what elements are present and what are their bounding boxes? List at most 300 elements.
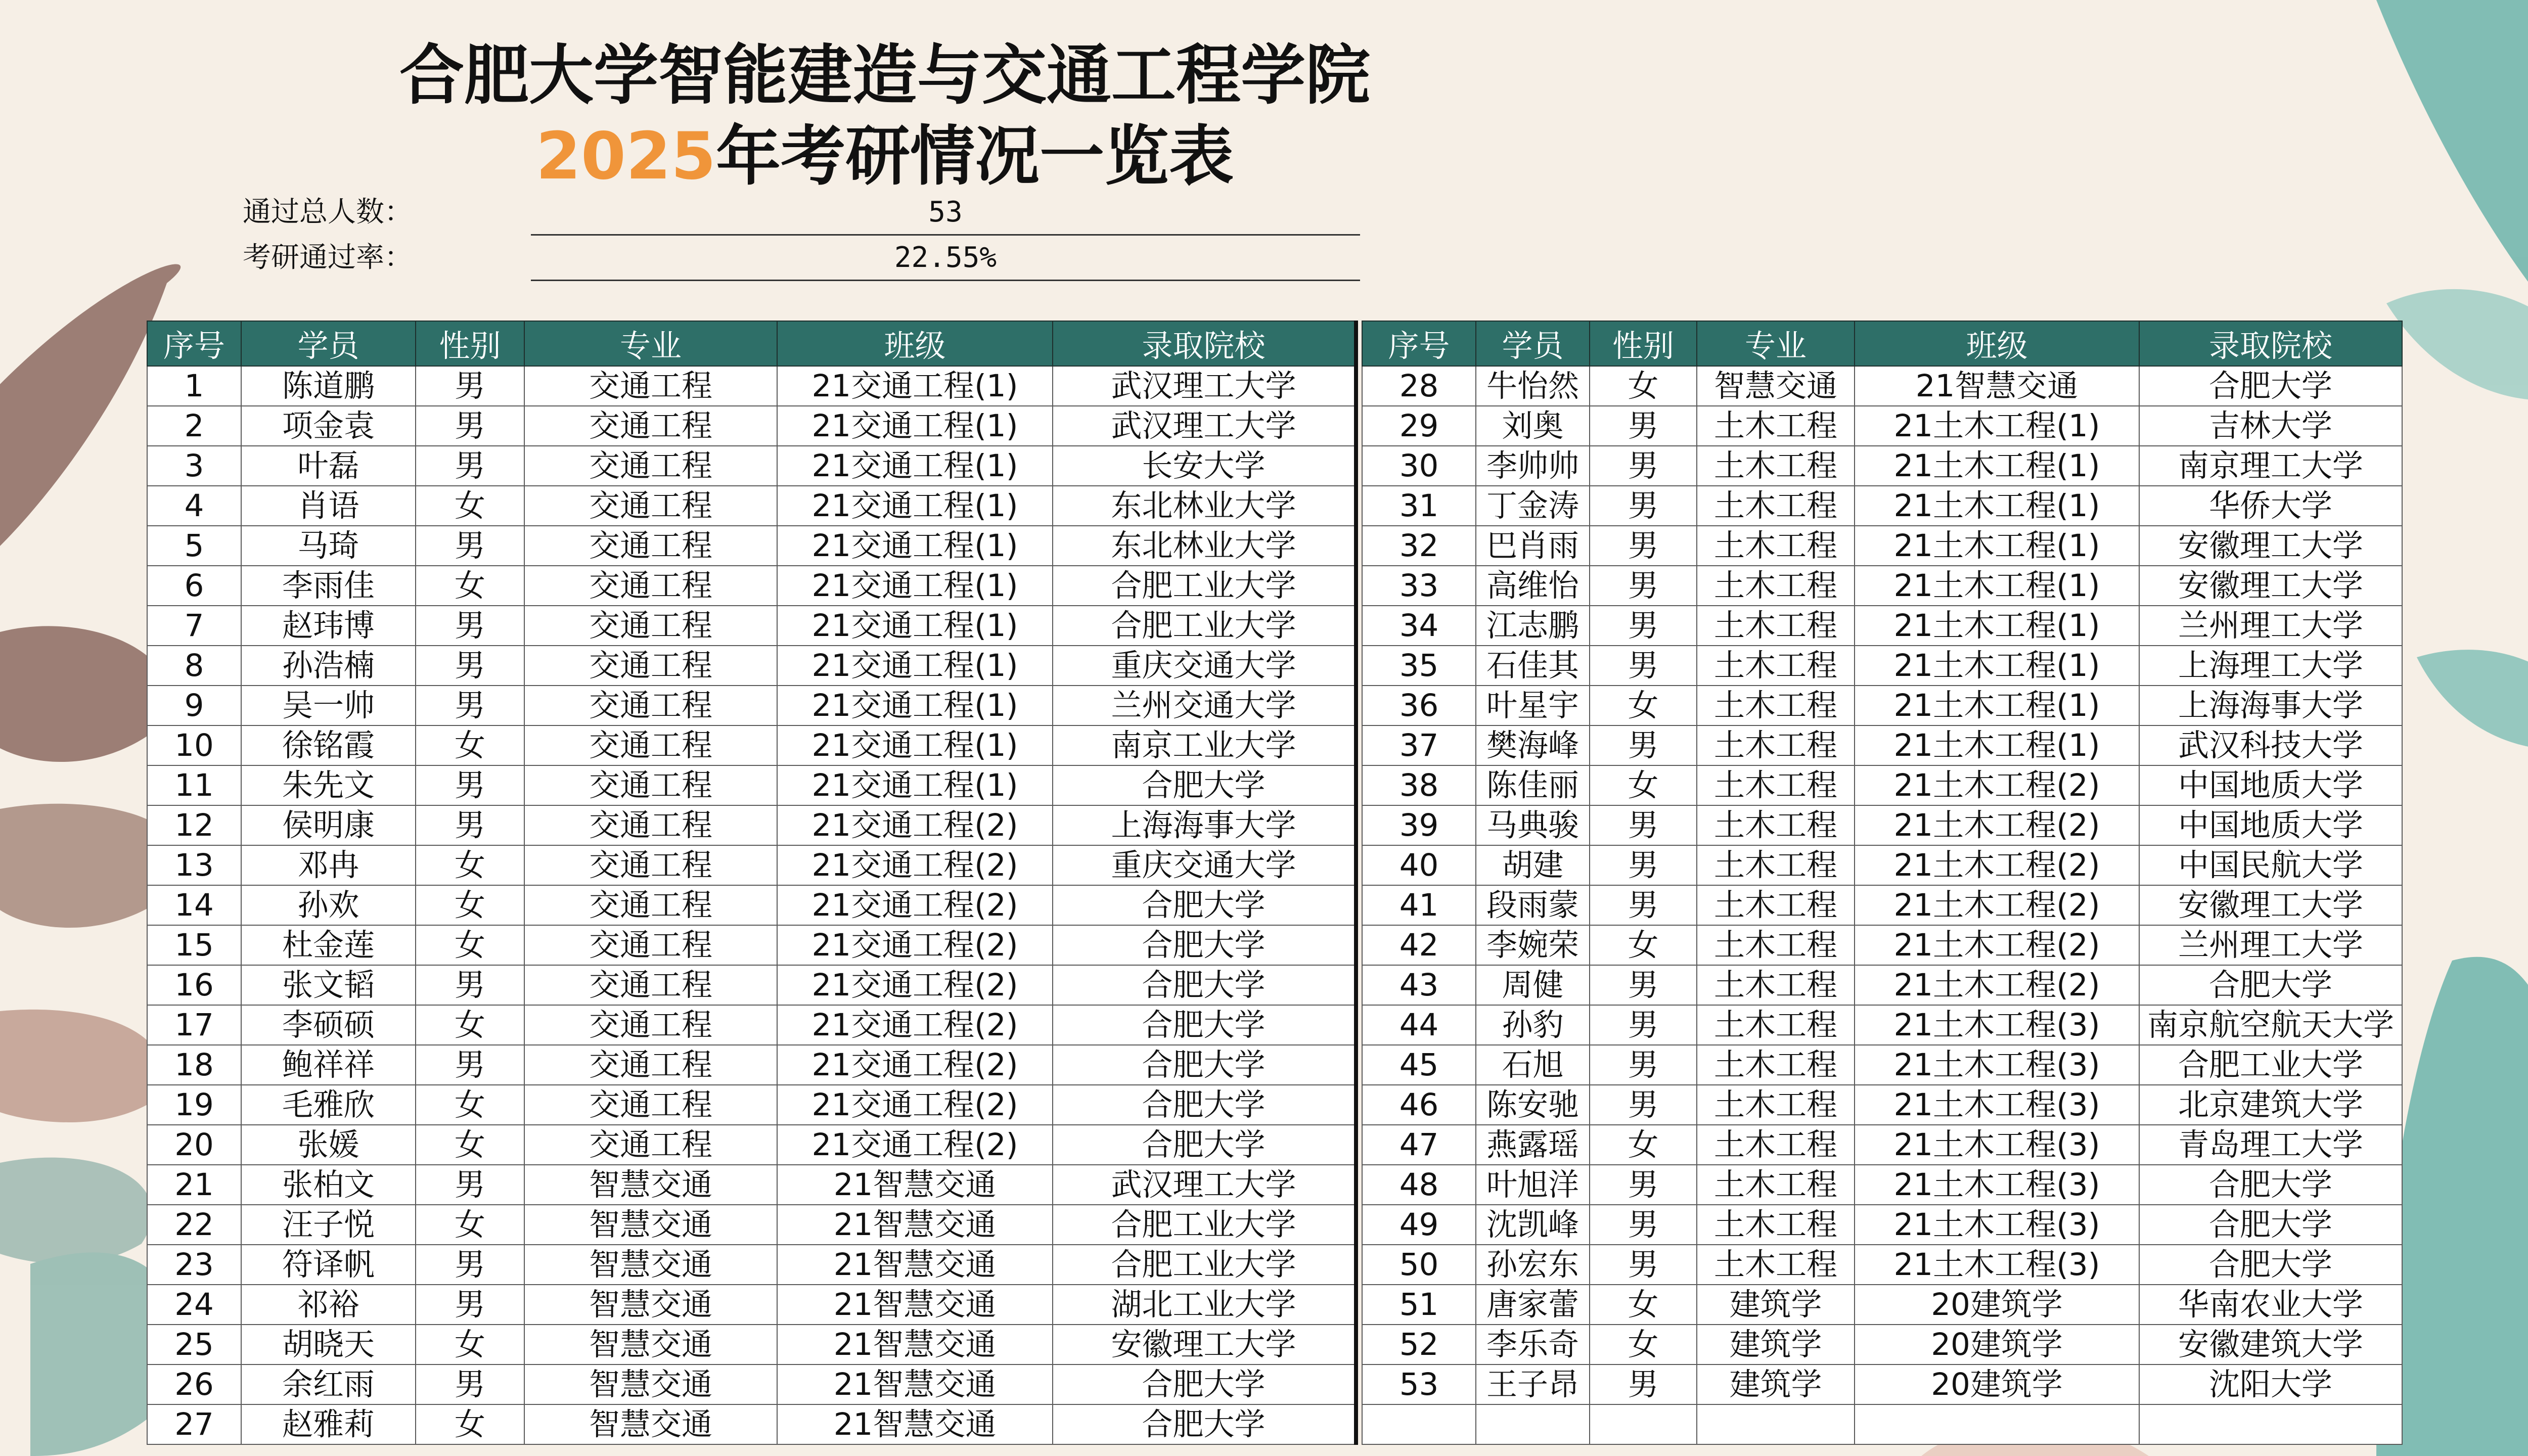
table-header-row [1362,321,2402,366]
cell-index: 44 [1362,1005,1476,1045]
cell-major: 土木工程 [1697,566,1855,606]
cell-gender: 男 [1590,1205,1697,1245]
cell-school: 青岛理工大学 [2139,1125,2402,1165]
cell-school: 合肥大学 [1053,965,1356,1005]
table-row [147,366,1356,406]
cell-index: 29 [1362,406,1476,446]
cell-class: 21交通工程(1) [777,406,1053,446]
table-row [1362,925,2402,965]
cell-major: 智慧交通 [524,1325,777,1364]
cell-student: 张媛 [241,1125,416,1165]
cell-major: 土木工程 [1697,1165,1855,1205]
table-row [1362,1325,2402,1364]
table-row [1362,686,2402,725]
column-header-major: 专业 [524,321,777,366]
cell-gender: 女 [1590,1285,1697,1325]
cell-school: 沈阳大学 [2139,1364,2402,1404]
cell-index: 10 [147,725,241,765]
cell-school: 中国民航大学 [2139,845,2402,885]
cell-school: 合肥大学 [1053,885,1356,925]
cell-major: 土木工程 [1697,1045,1855,1085]
table-row [1362,606,2402,646]
cell-major: 交通工程 [524,885,777,925]
cell-school: 兰州理工大学 [2139,925,2402,965]
cell-major: 土木工程 [1697,686,1855,725]
cell-class: 20建筑学 [1855,1364,2139,1404]
cell-index: 17 [147,1005,241,1045]
cell-class: 21土木工程(3) [1855,1165,2139,1205]
cell-class: 21土木工程(1) [1855,606,2139,646]
cell-major: 土木工程 [1697,965,1855,1005]
cell-major: 交通工程 [524,1005,777,1045]
cell-index: 39 [1362,805,1476,845]
cell-student: 陈佳丽 [1476,765,1590,805]
table-row [147,1245,1356,1285]
table-row [147,1285,1356,1325]
cell-student: 赵玮博 [241,606,416,646]
cell-index: 50 [1362,1245,1476,1285]
cell-index: 34 [1362,606,1476,646]
cell-school: 合肥大学 [2139,965,2402,1005]
table-row [147,965,1356,1005]
cell-index: 46 [1362,1085,1476,1125]
column-header-gender: 性别 [1590,321,1697,366]
cell-school: 合肥大学 [1053,765,1356,805]
cell-major: 交通工程 [524,1125,777,1165]
table-row [1362,725,2402,765]
cell-index: 6 [147,566,241,606]
cell-class: 21土木工程(1) [1855,486,2139,526]
cell-class: 21交通工程(2) [777,925,1053,965]
cell-index: 12 [147,805,241,845]
table-row [1362,1005,2402,1045]
cell-student: 江志鹏 [1476,606,1590,646]
cell-gender: 男 [1590,526,1697,566]
cell-student: 侯明康 [241,805,416,845]
cell-student: 汪子悦 [241,1205,416,1245]
cell-school: 上海海事大学 [1053,805,1356,845]
cell-class: 21智慧交通 [777,1205,1053,1245]
cell-index: 38 [1362,765,1476,805]
column-header-school: 录取院校 [2139,321,2402,366]
cell-student: 邓冉 [241,845,416,885]
cell-student: 牛怡然 [1476,366,1590,406]
cell-school: 合肥工业大学 [1053,566,1356,606]
table-row [1362,406,2402,446]
table-row [1362,646,2402,686]
table-row [1362,1165,2402,1205]
cell-class: 21土木工程(3) [1855,1045,2139,1085]
cell-school: 合肥工业大学 [1053,1245,1356,1285]
table-row [147,1005,1356,1045]
cell-gender: 男 [416,406,524,446]
cell-gender: 男 [416,1165,524,1205]
cell-major: 建筑学 [1697,1364,1855,1404]
cell-class: 21智慧交通 [777,1364,1053,1404]
cell-major: 土木工程 [1697,406,1855,446]
cell-student: 周健 [1476,965,1590,1005]
cell-index: 15 [147,925,241,965]
cell-gender: 男 [1590,486,1697,526]
table-row [1362,486,2402,526]
table-row [1362,1205,2402,1245]
cell-gender: 男 [416,1364,524,1404]
cell-major: 交通工程 [524,486,777,526]
cell-class: 21土木工程(2) [1855,965,2139,1005]
table-row [147,686,1356,725]
cell-class: 21交通工程(2) [777,1085,1053,1125]
cell-major: 交通工程 [524,406,777,446]
cell-major: 智慧交通 [524,1165,777,1205]
cell-index: 36 [1362,686,1476,725]
cell-gender: 男 [1590,1165,1697,1205]
cell-major: 土木工程 [1697,805,1855,845]
table-row [1362,885,2402,925]
cell-school: 安徽理工大学 [2139,566,2402,606]
table-row [1362,1404,2402,1444]
cell-index: 37 [1362,725,1476,765]
cell-school: 吉林大学 [2139,406,2402,446]
cell-major: 交通工程 [524,725,777,765]
table-row [147,1404,1356,1444]
cell-gender: 男 [1590,885,1697,925]
cell-gender: 女 [1590,1325,1697,1364]
cell-gender: 女 [416,925,524,965]
cell-class: 21交通工程(1) [777,566,1053,606]
table-row [1362,805,2402,845]
cell-student [1476,1404,1590,1444]
cell-student: 杜金莲 [241,925,416,965]
table-row [147,1205,1356,1245]
cell-gender: 男 [1590,845,1697,885]
cell-major: 智慧交通 [524,1285,777,1325]
cell-major: 智慧交通 [524,1245,777,1285]
cell-gender: 女 [416,486,524,526]
cell-gender: 男 [416,1245,524,1285]
cell-class: 21智慧交通 [777,1285,1053,1325]
table-row [1362,1285,2402,1325]
cell-index: 41 [1362,885,1476,925]
cell-gender: 女 [1590,686,1697,725]
cell-index: 31 [1362,486,1476,526]
cell-school: 合肥大学 [1053,1125,1356,1165]
table-row [1362,1245,2402,1285]
cell-major: 交通工程 [524,646,777,686]
cell-student: 叶星宇 [1476,686,1590,725]
cell-school: 武汉理工大学 [1053,406,1356,446]
cell-major: 土木工程 [1697,1125,1855,1165]
cell-school: 东北林业大学 [1053,486,1356,526]
cell-major: 土木工程 [1697,1085,1855,1125]
cell-gender: 男 [1590,406,1697,446]
admission-table-left [147,321,1358,1445]
table-row [147,446,1356,486]
cell-major: 土木工程 [1697,725,1855,765]
cell-major: 交通工程 [524,965,777,1005]
table-row [147,765,1356,805]
cell-class: 21交通工程(1) [777,486,1053,526]
cell-major: 交通工程 [524,446,777,486]
table-row [147,885,1356,925]
cell-school: 兰州交通大学 [1053,686,1356,725]
cell-index: 48 [1362,1165,1476,1205]
cell-student: 孙宏东 [1476,1245,1590,1285]
cell-gender: 男 [1590,1005,1697,1045]
cell-school: 上海海事大学 [2139,686,2402,725]
cell-student: 孙豹 [1476,1005,1590,1045]
cell-major: 智慧交通 [524,1205,777,1245]
cell-major: 土木工程 [1697,845,1855,885]
cell-gender: 男 [416,526,524,566]
cell-major: 建筑学 [1697,1325,1855,1364]
cell-major: 智慧交通 [524,1404,777,1444]
cell-class: 21智慧交通 [777,1165,1053,1205]
column-header-index: 序号 [147,321,241,366]
cell-student: 李婉荣 [1476,925,1590,965]
cell-gender: 男 [416,606,524,646]
cell-school: 合肥大学 [1053,1045,1356,1085]
cell-gender: 男 [1590,1364,1697,1404]
column-header-student: 学员 [1476,321,1590,366]
cell-gender: 女 [416,845,524,885]
cell-gender: 女 [1590,366,1697,406]
cell-class: 21土木工程(2) [1855,765,2139,805]
table-row [147,845,1356,885]
cell-index: 22 [147,1205,241,1245]
cell-gender: 男 [416,646,524,686]
cell-index: 2 [147,406,241,446]
cell-student: 肖语 [241,486,416,526]
cell-gender: 男 [416,366,524,406]
cell-class: 20建筑学 [1855,1285,2139,1325]
cell-class: 21交通工程(1) [777,725,1053,765]
cell-student: 陈道鹏 [241,366,416,406]
cell-student: 余红雨 [241,1364,416,1404]
cell-index: 9 [147,686,241,725]
cell-gender: 男 [1590,646,1697,686]
cell-student: 张文韬 [241,965,416,1005]
cell-gender: 男 [416,446,524,486]
cell-student: 李雨佳 [241,566,416,606]
cell-student: 胡晓天 [241,1325,416,1364]
cell-major: 建筑学 [1697,1285,1855,1325]
cell-school: 湖北工业大学 [1053,1285,1356,1325]
cell-school: 安徽建筑大学 [2139,1325,2402,1364]
cell-student: 符译帆 [241,1245,416,1285]
cell-index: 13 [147,845,241,885]
cell-student: 石旭 [1476,1045,1590,1085]
cell-class: 21交通工程(2) [777,1045,1053,1085]
cell-class: 21交通工程(1) [777,606,1053,646]
cell-student: 胡建 [1476,845,1590,885]
cell-class: 21交通工程(2) [777,1005,1053,1045]
cell-student: 马典骏 [1476,805,1590,845]
table-row [147,566,1356,606]
cell-school: 合肥工业大学 [2139,1045,2402,1085]
table-row [1362,1125,2402,1165]
cell-school: 北京建筑大学 [2139,1085,2402,1125]
column-header-school: 录取院校 [1053,321,1356,366]
cell-major: 土木工程 [1697,486,1855,526]
cell-index: 51 [1362,1285,1476,1325]
cell-index: 7 [147,606,241,646]
page-subtitle [0,116,1770,197]
cell-school: 合肥大学 [2139,1205,2402,1245]
cell-index: 1 [147,366,241,406]
cell-index: 14 [147,885,241,925]
table-row [1362,765,2402,805]
cell-major: 土木工程 [1697,1205,1855,1245]
table-row [147,1325,1356,1364]
cell-student: 叶旭洋 [1476,1165,1590,1205]
cell-gender: 女 [1590,925,1697,965]
cell-class: 21土木工程(2) [1855,925,2139,965]
cell-class: 21交通工程(1) [777,686,1053,725]
cell-index: 3 [147,446,241,486]
cell-class: 21交通工程(2) [777,845,1053,885]
cell-school: 南京工业大学 [1053,725,1356,765]
cell-gender: 男 [416,1285,524,1325]
cell-major: 交通工程 [524,925,777,965]
cell-index: 19 [147,1085,241,1125]
cell-student: 鲍祥祥 [241,1045,416,1085]
cell-index [1362,1404,1476,1444]
cell-student: 李硕硕 [241,1005,416,1045]
cell-student: 赵雅莉 [241,1404,416,1444]
cell-class: 21土木工程(3) [1855,1085,2139,1125]
cell-school: 合肥大学 [2139,366,2402,406]
cell-major: 交通工程 [524,366,777,406]
column-header-major: 专业 [1697,321,1855,366]
cell-major: 交通工程 [524,566,777,606]
rate-label: 考研通过率： [243,241,413,274]
cell-gender: 女 [1590,1125,1697,1165]
cell-student: 祁裕 [241,1285,416,1325]
column-header-gender: 性别 [416,321,524,366]
cell-index: 30 [1362,446,1476,486]
cell-class: 21智慧交通 [777,1325,1053,1364]
table-row [147,1165,1356,1205]
cell-student: 丁金涛 [1476,486,1590,526]
cell-gender: 女 [1590,765,1697,805]
cell-index: 27 [147,1404,241,1444]
cell-class: 21交通工程(2) [777,965,1053,1005]
cell-school: 合肥工业大学 [1053,1205,1356,1245]
cell-school: 合肥大学 [2139,1165,2402,1205]
page-title: 合肥大学智能建造与交通工程学院 [399,38,1370,113]
cell-student: 孙欢 [241,885,416,925]
cell-class: 21土木工程(2) [1855,885,2139,925]
cell-major: 土木工程 [1697,925,1855,965]
cell-gender: 男 [1590,1245,1697,1285]
total-label: 通过总人数： [243,196,413,229]
cell-class: 21土木工程(3) [1855,1245,2139,1285]
cell-major: 土木工程 [1697,646,1855,686]
table-row [147,1045,1356,1085]
cell-class: 21智慧交通 [777,1404,1053,1444]
cell-school: 合肥大学 [1053,1364,1356,1404]
cell-school: 长安大学 [1053,446,1356,486]
cell-class: 21交通工程(1) [777,366,1053,406]
cell-class: 21土木工程(3) [1855,1125,2139,1165]
cell-index: 23 [147,1245,241,1285]
cell-class [1855,1404,2139,1444]
table-header-row [147,321,1356,366]
cell-class: 21交通工程(1) [777,526,1053,566]
cell-class: 21智慧交通 [1855,366,2139,406]
cell-school: 中国地质大学 [2139,765,2402,805]
rate-value: 22.55% [531,240,1360,281]
cell-index: 28 [1362,366,1476,406]
table-row [1362,1045,2402,1085]
column-header-student: 学员 [241,321,416,366]
cell-school: 华侨大学 [2139,486,2402,526]
cell-major [1697,1404,1855,1444]
cell-school: 武汉理工大学 [1053,366,1356,406]
cell-student: 吴一帅 [241,686,416,725]
admission-table-right [1362,321,2403,1445]
cell-school: 南京航空航天大学 [2139,1005,2402,1045]
cell-school: 安徽理工大学 [2139,526,2402,566]
cell-gender [1590,1404,1697,1444]
cell-index: 8 [147,646,241,686]
cell-index: 45 [1362,1045,1476,1085]
cell-gender: 女 [416,725,524,765]
table-row [1362,845,2402,885]
cell-major: 土木工程 [1697,606,1855,646]
table-row [1362,366,2402,406]
cell-gender: 男 [416,686,524,725]
cell-index: 20 [147,1125,241,1165]
cell-major: 交通工程 [524,1085,777,1125]
cell-student: 樊海峰 [1476,725,1590,765]
table-row [1362,446,2402,486]
cell-class: 21土木工程(2) [1855,805,2139,845]
table-row [1362,1364,2402,1404]
cell-class: 21土木工程(1) [1855,686,2139,725]
cell-student: 巴肖雨 [1476,526,1590,566]
table-row [147,406,1356,446]
cell-class: 21交通工程(2) [777,1125,1053,1165]
cell-gender: 男 [1590,1085,1697,1125]
table-row [147,486,1356,526]
table-row [147,526,1356,566]
cell-major: 交通工程 [524,845,777,885]
cell-school [2139,1404,2402,1444]
total-value: 53 [531,195,1360,236]
column-header-index: 序号 [1362,321,1476,366]
table-row [147,1364,1356,1404]
cell-gender: 男 [1590,805,1697,845]
cell-index: 42 [1362,925,1476,965]
cell-student: 高维怡 [1476,566,1590,606]
cell-index: 18 [147,1045,241,1085]
cell-index: 49 [1362,1205,1476,1245]
cell-class: 21土木工程(1) [1855,725,2139,765]
cell-class: 21交通工程(1) [777,765,1053,805]
cell-school: 重庆交通大学 [1053,845,1356,885]
cell-class: 21土木工程(1) [1855,566,2139,606]
cell-index: 4 [147,486,241,526]
cell-school: 合肥大学 [1053,925,1356,965]
cell-class: 21土木工程(1) [1855,446,2139,486]
table-row [1362,526,2402,566]
cell-school: 东北林业大学 [1053,526,1356,566]
cell-school: 合肥大学 [1053,1005,1356,1045]
cell-gender: 男 [1590,566,1697,606]
cell-school: 南京理工大学 [2139,446,2402,486]
cell-school: 合肥工业大学 [1053,606,1356,646]
